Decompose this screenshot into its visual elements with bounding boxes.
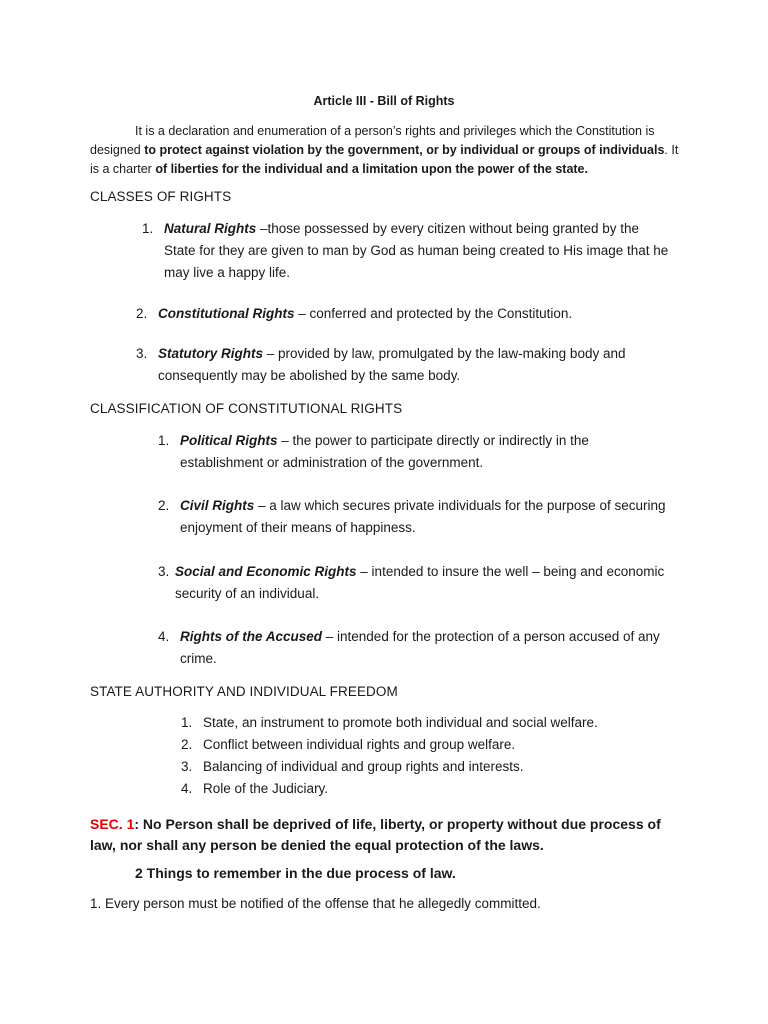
classes-item-statutory (136, 343, 658, 387)
due-process-item-1: 1. Every person must be notified of the offense that he allegedly committed. (90, 896, 541, 911)
classification-item-political (158, 430, 650, 474)
desc-natural-rights: –those possessed by every citizen without being granted by the State for they are given to man by God as human being created to His image that he may live a happy life. (164, 221, 669, 280)
classes-item-constitutional (136, 303, 678, 325)
desc-social-economic-rights: – intended to insure the well – being and economic security of an individual. (175, 564, 665, 601)
classification-item-social (158, 561, 675, 605)
due-process-subheading: 2 Things to remember in the due process of law. (135, 865, 456, 881)
list-number: 2. (158, 498, 170, 513)
desc-political-rights: – the power to participate directly or indirectly in the establishment or administration of the government. (180, 433, 589, 470)
list-number: 3. (158, 564, 170, 579)
list-number: 4. (158, 629, 170, 644)
section-1-text: : No Person shall be deprived of life, liberty, or property without due process of law, nor shall any person be denied the equal protection of the laws. (90, 816, 661, 853)
term-social-economic-rights: Social and Economic Rights (175, 564, 357, 579)
desc-rights-of-accused: – intended for the protection of a person accused of any crime. (180, 629, 660, 666)
list-number: 1. (158, 433, 170, 448)
state-item (181, 712, 683, 734)
term-civil-rights: Civil Rights (180, 498, 255, 513)
intro-bold-1: to protect against violation by the government, or by individual or groups of individuals (144, 143, 665, 157)
term-statutory-rights: Statutory Rights (158, 346, 264, 361)
state-item-text: Conflict between individual rights and group welfare. (203, 737, 516, 752)
intro-paragraph (90, 122, 680, 179)
intro-text-2: . It is a charter (90, 143, 679, 176)
term-natural-rights: Natural Rights (164, 221, 257, 236)
classes-item-natural (142, 218, 674, 284)
classes-heading: CLASSES OF RIGHTS (90, 189, 232, 204)
term-political-rights: Political Rights (180, 433, 278, 448)
classification-heading: CLASSIFICATION OF CONSTITUTIONAL RIGHTS (90, 401, 403, 416)
state-item-text: State, an instrument to promote both individual and social welfare. (203, 715, 598, 730)
state-item (181, 756, 683, 778)
desc-constitutional-rights: – conferred and protected by the Constitution. (294, 306, 573, 321)
desc-statutory-rights: – provided by law, promulgated by the law-making body and consequently may be abolished by the same body. (158, 346, 626, 383)
state-item (181, 734, 683, 756)
list-number: 4. (181, 781, 193, 796)
term-constitutional-rights: Constitutional Rights (158, 306, 295, 321)
section-1-label: SEC. 1 (90, 816, 135, 832)
term-rights-of-accused: Rights of the Accused (180, 629, 323, 644)
list-number: 1. (181, 715, 193, 730)
state-item-text: Balancing of individual and group rights and interests. (203, 759, 524, 774)
section-1 (90, 814, 690, 856)
state-item (181, 778, 683, 800)
list-number: 2. (136, 306, 148, 321)
state-heading: STATE AUTHORITY AND INDIVIDUAL FREEDOM (90, 684, 398, 699)
document-title: Article III - Bill of Rights (313, 94, 455, 108)
classification-item-accused (158, 626, 670, 670)
state-item-text: Role of the Judiciary. (203, 781, 329, 796)
list-number: 2. (181, 737, 193, 752)
desc-civil-rights: – a law which secures private individuals for the purpose of securing enjoyment of their means of happiness. (180, 498, 666, 535)
intro-bold-2: of liberties for the individual and a limitation upon the power of the state. (155, 162, 588, 176)
intro-text-1: It is a declaration and enumeration of a person’s rights and privileges which the Constitution is designed (90, 124, 655, 157)
list-number: 1. (142, 221, 154, 236)
classification-item-civil (158, 495, 680, 539)
list-number: 3. (136, 346, 148, 361)
list-number: 3. (181, 759, 193, 774)
